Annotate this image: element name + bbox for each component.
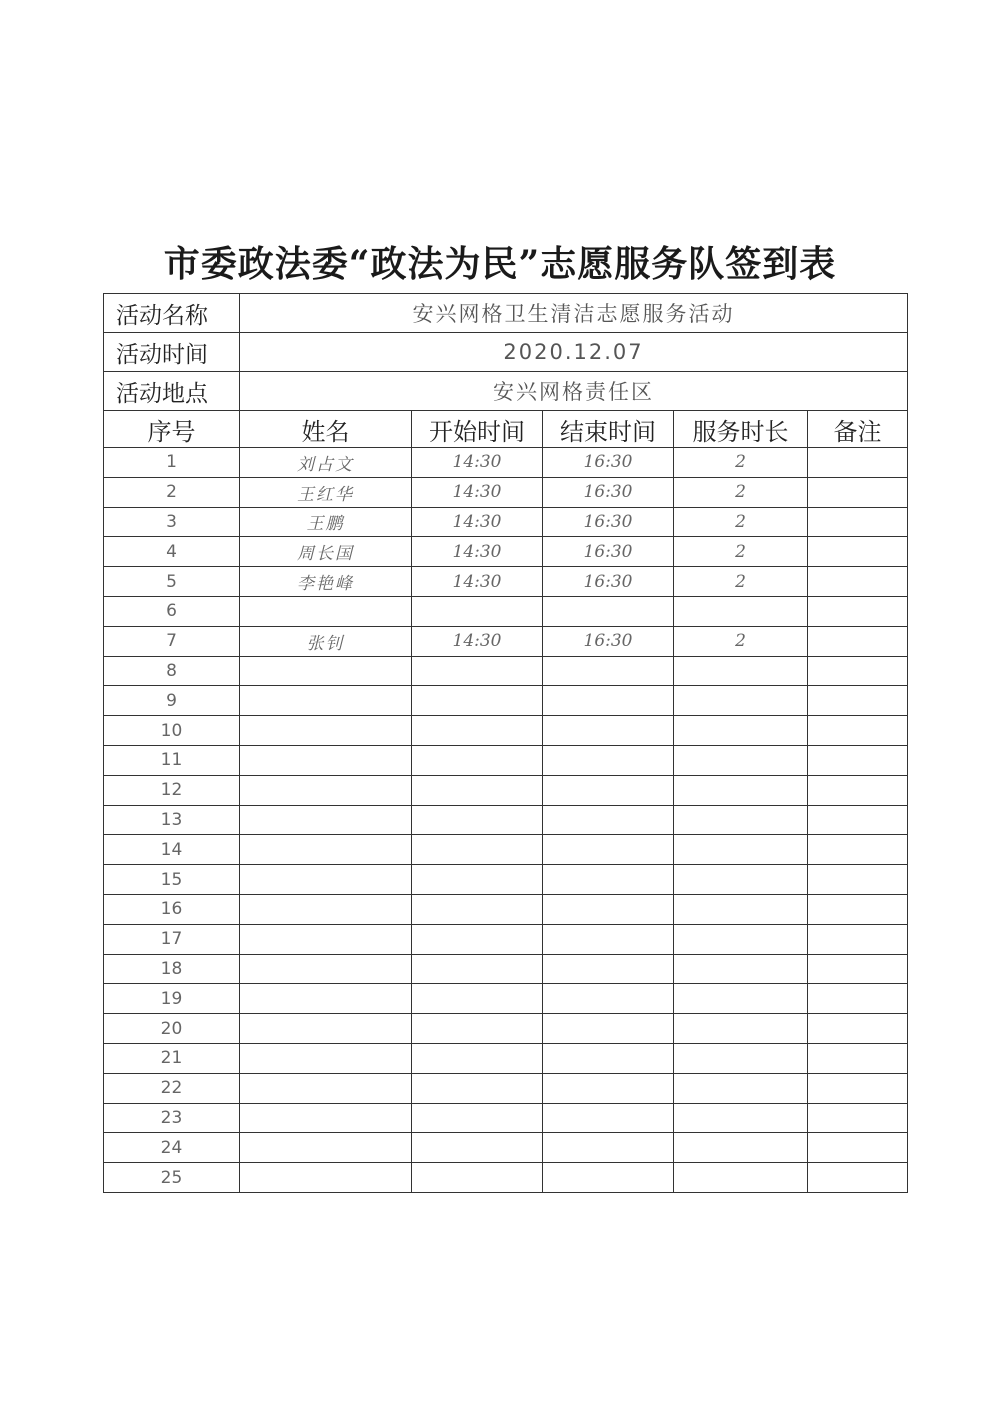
header-name: 姓名 xyxy=(240,411,412,448)
end-time-cell xyxy=(543,716,674,746)
signature-name-cell xyxy=(240,686,412,716)
row-number-cell: 20 xyxy=(104,1014,240,1044)
signature-name-cell xyxy=(240,1073,412,1103)
start-time-cell xyxy=(412,924,543,954)
header-end-time: 结束时间 xyxy=(543,411,674,448)
row-number-cell: 6 xyxy=(104,596,240,626)
start-time-cell xyxy=(412,954,543,984)
service-hours-cell xyxy=(674,805,808,835)
activity-name-row xyxy=(104,294,908,333)
end-time-cell: 16:30 xyxy=(543,537,674,567)
remarks-cell xyxy=(808,477,908,507)
service-hours-cell xyxy=(674,596,808,626)
remarks-cell xyxy=(808,1073,908,1103)
service-hours-cell xyxy=(674,1163,808,1193)
sign-in-table xyxy=(103,293,908,1193)
remarks-cell xyxy=(808,954,908,984)
remarks-cell xyxy=(808,716,908,746)
start-time-cell xyxy=(412,1014,543,1044)
end-time-cell: 16:30 xyxy=(543,477,674,507)
start-time-cell xyxy=(412,1103,543,1133)
row-number-cell: 9 xyxy=(104,686,240,716)
signature-name-cell xyxy=(240,1043,412,1073)
end-time-cell xyxy=(543,775,674,805)
service-hours-cell: 2 xyxy=(674,477,808,507)
end-time-cell xyxy=(543,596,674,626)
signature-name-cell xyxy=(240,984,412,1014)
service-hours-cell xyxy=(674,686,808,716)
start-time-cell xyxy=(412,775,543,805)
service-hours-cell xyxy=(674,894,808,924)
remarks-cell xyxy=(808,656,908,686)
start-time-cell xyxy=(412,656,543,686)
start-time-cell: 14:30 xyxy=(412,537,543,567)
service-hours-cell: 2 xyxy=(674,448,808,478)
row-number-cell: 5 xyxy=(104,567,240,597)
service-hours-cell xyxy=(674,835,808,865)
end-time-cell xyxy=(543,805,674,835)
remarks-cell xyxy=(808,1163,908,1193)
end-time-cell xyxy=(543,954,674,984)
end-time-cell: 16:30 xyxy=(543,626,674,656)
table-row xyxy=(104,1043,908,1073)
end-time-cell xyxy=(543,1043,674,1073)
remarks-cell xyxy=(808,984,908,1014)
table-row xyxy=(104,775,908,805)
service-hours-cell xyxy=(674,1133,808,1163)
remarks-cell xyxy=(808,865,908,895)
row-number-cell: 4 xyxy=(104,537,240,567)
header-start-time: 开始时间 xyxy=(412,411,543,448)
start-time-cell: 14:30 xyxy=(412,626,543,656)
signature-name-cell xyxy=(240,1014,412,1044)
row-number-cell: 8 xyxy=(104,656,240,686)
row-number-cell: 2 xyxy=(104,477,240,507)
service-hours-cell: 2 xyxy=(674,567,808,597)
service-hours-cell: 2 xyxy=(674,537,808,567)
start-time-cell xyxy=(412,1043,543,1073)
end-time-cell xyxy=(543,745,674,775)
row-number-cell: 14 xyxy=(104,835,240,865)
table-row xyxy=(104,567,908,597)
start-time-cell: 14:30 xyxy=(412,477,543,507)
end-time-cell xyxy=(543,894,674,924)
row-number-cell: 24 xyxy=(104,1133,240,1163)
row-number-cell: 17 xyxy=(104,924,240,954)
start-time-cell: 14:30 xyxy=(412,448,543,478)
remarks-cell xyxy=(808,775,908,805)
activity-time-row xyxy=(104,333,908,372)
start-time-cell xyxy=(412,865,543,895)
signature-name-cell xyxy=(240,1163,412,1193)
row-number-cell: 13 xyxy=(104,805,240,835)
signature-name-cell: 王红华 xyxy=(240,477,412,507)
service-hours-cell xyxy=(674,1073,808,1103)
end-time-cell: 16:30 xyxy=(543,448,674,478)
remarks-cell xyxy=(808,596,908,626)
remarks-cell xyxy=(808,686,908,716)
signature-name-cell: 刘占文 xyxy=(240,448,412,478)
row-number-cell: 18 xyxy=(104,954,240,984)
service-hours-cell xyxy=(674,865,808,895)
header-service-hours: 服务时长 xyxy=(674,411,808,448)
end-time-cell xyxy=(543,1014,674,1044)
signature-name-cell: 李艳峰 xyxy=(240,567,412,597)
end-time-cell xyxy=(543,656,674,686)
signature-name-cell xyxy=(240,745,412,775)
table-row xyxy=(104,477,908,507)
remarks-cell xyxy=(808,1014,908,1044)
table-row xyxy=(104,686,908,716)
signature-name-cell xyxy=(240,835,412,865)
table-row xyxy=(104,716,908,746)
signature-name-cell xyxy=(240,1103,412,1133)
start-time-cell xyxy=(412,894,543,924)
end-time-cell: 16:30 xyxy=(543,507,674,537)
service-hours-cell xyxy=(674,924,808,954)
service-hours-cell xyxy=(674,1103,808,1133)
start-time-cell xyxy=(412,835,543,865)
start-time-cell xyxy=(412,1073,543,1103)
activity-place-label: 活动地点 xyxy=(104,372,240,411)
row-number-cell: 22 xyxy=(104,1073,240,1103)
table-row xyxy=(104,1014,908,1044)
signature-name-cell: 王鹏 xyxy=(240,507,412,537)
signature-name-cell xyxy=(240,775,412,805)
end-time-cell xyxy=(543,865,674,895)
service-hours-cell xyxy=(674,656,808,686)
service-hours-cell xyxy=(674,984,808,1014)
end-time-cell xyxy=(543,924,674,954)
end-time-cell xyxy=(543,1103,674,1133)
row-number-cell: 10 xyxy=(104,716,240,746)
service-hours-cell xyxy=(674,775,808,805)
row-number-cell: 23 xyxy=(104,1103,240,1133)
signature-name-cell xyxy=(240,865,412,895)
table-row xyxy=(104,924,908,954)
table-row xyxy=(104,805,908,835)
table-row xyxy=(104,984,908,1014)
table-row xyxy=(104,1133,908,1163)
row-number-cell: 21 xyxy=(104,1043,240,1073)
remarks-cell xyxy=(808,507,908,537)
service-hours-cell xyxy=(674,954,808,984)
row-number-cell: 3 xyxy=(104,507,240,537)
service-hours-cell: 2 xyxy=(674,507,808,537)
remarks-cell xyxy=(808,448,908,478)
remarks-cell xyxy=(808,835,908,865)
row-number-cell: 19 xyxy=(104,984,240,1014)
end-time-cell: 16:30 xyxy=(543,567,674,597)
row-number-cell: 7 xyxy=(104,626,240,656)
column-header-row xyxy=(104,411,908,448)
start-time-cell xyxy=(412,686,543,716)
table-row xyxy=(104,954,908,984)
activity-name-label: 活动名称 xyxy=(104,294,240,333)
start-time-cell xyxy=(412,1163,543,1193)
signature-name-cell xyxy=(240,716,412,746)
table-row xyxy=(104,1163,908,1193)
table-row xyxy=(104,1103,908,1133)
remarks-cell xyxy=(808,924,908,954)
start-time-cell xyxy=(412,805,543,835)
signature-name-cell xyxy=(240,596,412,626)
remarks-cell xyxy=(808,1133,908,1163)
signature-name-cell xyxy=(240,924,412,954)
end-time-cell xyxy=(543,1163,674,1193)
signature-name-cell: 张钊 xyxy=(240,626,412,656)
table-row xyxy=(104,656,908,686)
signature-name-cell xyxy=(240,805,412,835)
remarks-cell xyxy=(808,805,908,835)
table-row xyxy=(104,1073,908,1103)
end-time-cell xyxy=(543,984,674,1014)
remarks-cell xyxy=(808,745,908,775)
end-time-cell xyxy=(543,1073,674,1103)
signature-name-cell xyxy=(240,954,412,984)
row-number-cell: 11 xyxy=(104,745,240,775)
activity-place-row xyxy=(104,372,908,411)
remarks-cell xyxy=(808,1043,908,1073)
row-number-cell: 25 xyxy=(104,1163,240,1193)
remarks-cell xyxy=(808,537,908,567)
start-time-cell: 14:30 xyxy=(412,567,543,597)
table-row xyxy=(104,507,908,537)
table-row xyxy=(104,537,908,567)
activity-place-value: 安兴网格责任区 xyxy=(240,372,908,411)
start-time-cell: 14:30 xyxy=(412,507,543,537)
start-time-cell xyxy=(412,1133,543,1163)
table-row xyxy=(104,745,908,775)
end-time-cell xyxy=(543,686,674,716)
start-time-cell xyxy=(412,596,543,626)
end-time-cell xyxy=(543,1133,674,1163)
row-number-cell: 16 xyxy=(104,894,240,924)
document-title: 市委政法委“政法为民”志愿服务队签到表 xyxy=(163,243,837,285)
service-hours-cell xyxy=(674,1014,808,1044)
signature-name-cell xyxy=(240,656,412,686)
service-hours-cell xyxy=(674,716,808,746)
service-hours-cell xyxy=(674,1043,808,1073)
remarks-cell xyxy=(808,626,908,656)
table-row xyxy=(104,596,908,626)
start-time-cell xyxy=(412,745,543,775)
remarks-cell xyxy=(808,894,908,924)
table-row xyxy=(104,865,908,895)
row-number-cell: 15 xyxy=(104,865,240,895)
table-row xyxy=(104,626,908,656)
table-row xyxy=(104,835,908,865)
service-hours-cell xyxy=(674,745,808,775)
activity-time-value: 2020.12.07 xyxy=(240,333,908,372)
header-remarks: 备注 xyxy=(808,411,908,448)
signature-name-cell: 周长国 xyxy=(240,537,412,567)
signature-name-cell xyxy=(240,1133,412,1163)
service-hours-cell: 2 xyxy=(674,626,808,656)
header-number: 序号 xyxy=(104,411,240,448)
remarks-cell xyxy=(808,1103,908,1133)
end-time-cell xyxy=(543,835,674,865)
table-row xyxy=(104,448,908,478)
row-number-cell: 12 xyxy=(104,775,240,805)
start-time-cell xyxy=(412,984,543,1014)
remarks-cell xyxy=(808,567,908,597)
row-number-cell: 1 xyxy=(104,448,240,478)
activity-name-value: 安兴网格卫生清洁志愿服务活动 xyxy=(240,294,908,333)
activity-time-label: 活动时间 xyxy=(104,333,240,372)
start-time-cell xyxy=(412,716,543,746)
table-row xyxy=(104,894,908,924)
signature-name-cell xyxy=(240,894,412,924)
